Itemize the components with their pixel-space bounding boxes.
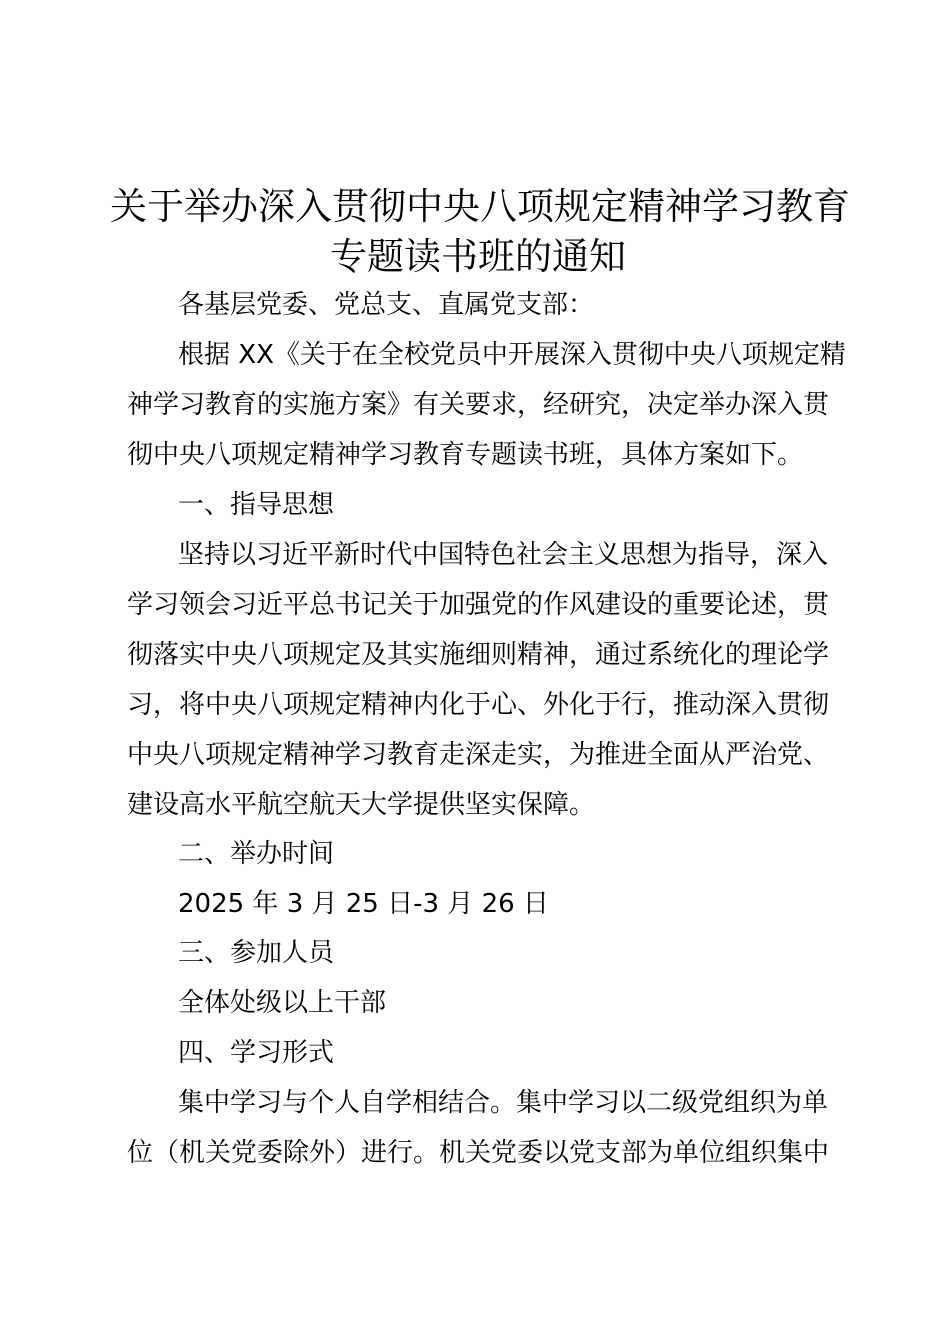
section-1-line-1: 坚持以习近平新时代中国特色社会主义思想为指导，深入 bbox=[178, 540, 829, 570]
intro-line-3: 彻中央八项规定精神学习教育专题读书班，具体方案如下。 bbox=[127, 440, 804, 470]
section-1-line-3: 彻落实中央八项规定及其实施细则精神，通过系统化的理论学 bbox=[127, 640, 830, 670]
section-4-line-2: 位（机关党委除外）进行。机关党委以党支部为单位组织集中 bbox=[127, 1138, 830, 1168]
section-1-heading: 一、指导思想 bbox=[178, 490, 335, 520]
section-2-heading: 二、举办时间 bbox=[178, 839, 335, 869]
section-2-body: 2025 年 3 月 25 日-3 月 26 日 bbox=[178, 889, 549, 919]
section-3-heading: 三、参加人员 bbox=[178, 938, 335, 968]
intro-line-2: 神学习教育的实施方案》有关要求，经研究，决定举办深入贯 bbox=[127, 390, 830, 420]
section-1-line-4: 习，将中央八项规定精神内化于心、外化于行，推动深入贯彻 bbox=[127, 690, 830, 720]
section-1-line-2: 学习领会习近平总书记关于加强党的作风建设的重要论述，贯 bbox=[127, 590, 830, 620]
document-title-line-1: 关于举办深入贯彻中央八项规定精神学习教育 bbox=[110, 185, 850, 228]
document-title-line-2: 专题读书班的通知 bbox=[330, 235, 626, 278]
section-4-heading: 四、学习形式 bbox=[178, 1038, 335, 1068]
section-1-line-5: 中央八项规定精神学习教育走深走实，为推进全面从严治党、 bbox=[127, 740, 830, 770]
section-1-line-6: 建设高水平航空航天大学提供坚实保障。 bbox=[127, 790, 596, 820]
section-4-line-1: 集中学习与个人自学相结合。集中学习以二级党组织为单 bbox=[178, 1088, 829, 1118]
salutation: 各基层党委、党总支、直属党支部： bbox=[178, 290, 595, 320]
intro-line-1: 根据 XX《关于在全校党员中开展深入贯彻中央八项规定精 bbox=[178, 340, 846, 370]
section-3-body: 全体处级以上干部 bbox=[178, 988, 387, 1018]
